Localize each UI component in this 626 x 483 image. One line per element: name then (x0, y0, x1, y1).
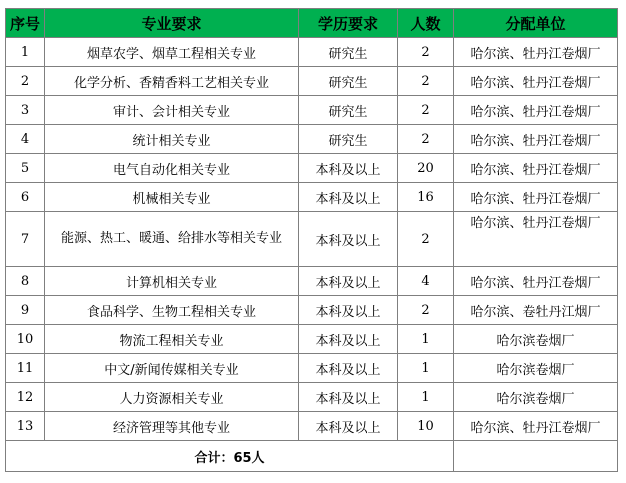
cell-major: 经济管理等其他专业 (45, 412, 299, 441)
table-row (6, 383, 618, 412)
cell-education: 本科及以上 (299, 212, 398, 267)
cell-unit: 哈尔滨、牡丹江卷烟厂 (454, 183, 618, 212)
cell-seq: 13 (6, 412, 45, 441)
cell-seq: 1 (6, 38, 45, 67)
cell-unit: 哈尔滨、牡丹江卷烟厂 (454, 38, 618, 67)
total-row (6, 441, 618, 472)
cell-major: 审计、会计相关专业 (45, 96, 299, 125)
cell-count: 20 (398, 154, 454, 183)
cell-count: 10 (398, 412, 454, 441)
table-row (6, 296, 618, 325)
cell-education: 本科及以上 (299, 383, 398, 412)
table-row (6, 125, 618, 154)
cell-unit: 哈尔滨卷烟厂 (454, 354, 618, 383)
header-major: 专业要求 (45, 9, 299, 38)
table-row (6, 154, 618, 183)
total-empty-cell (454, 441, 618, 472)
table-row (6, 354, 618, 383)
cell-major: 食品科学、生物工程相关专业 (45, 296, 299, 325)
cell-count: 2 (398, 38, 454, 67)
cell-seq: 5 (6, 154, 45, 183)
cell-count: 16 (398, 183, 454, 212)
cell-unit: 哈尔滨、牡丹江卷烟厂 (454, 267, 618, 296)
cell-major: 统计相关专业 (45, 125, 299, 154)
cell-education: 本科及以上 (299, 183, 398, 212)
table-row (6, 96, 618, 125)
cell-unit: 哈尔滨、牡丹江卷烟厂 (454, 412, 618, 441)
cell-major: 化学分析、香精香料工艺相关专业 (45, 67, 299, 96)
cell-unit: 哈尔滨、牡丹江卷烟厂 (454, 212, 618, 267)
cell-seq: 11 (6, 354, 45, 383)
cell-seq: 2 (6, 67, 45, 96)
cell-education: 研究生 (299, 67, 398, 96)
cell-seq: 6 (6, 183, 45, 212)
cell-major: 烟草农学、烟草工程相关专业 (45, 38, 299, 67)
header-education: 学历要求 (299, 9, 398, 38)
cell-major: 人力资源相关专业 (45, 383, 299, 412)
cell-education: 研究生 (299, 125, 398, 154)
recruitment-table (5, 8, 618, 472)
cell-education: 研究生 (299, 38, 398, 67)
cell-count: 2 (398, 67, 454, 96)
cell-unit: 哈尔滨、牡丹江卷烟厂 (454, 125, 618, 154)
cell-seq: 7 (6, 212, 45, 267)
cell-education: 研究生 (299, 96, 398, 125)
cell-seq: 4 (6, 125, 45, 154)
cell-education: 本科及以上 (299, 267, 398, 296)
table-row (6, 67, 618, 96)
total-cell: 合计：65人 (6, 441, 454, 472)
table-row (6, 183, 618, 212)
cell-education: 本科及以上 (299, 296, 398, 325)
cell-education: 本科及以上 (299, 325, 398, 354)
cell-unit: 哈尔滨卷烟厂 (454, 325, 618, 354)
cell-education: 本科及以上 (299, 412, 398, 441)
cell-seq: 3 (6, 96, 45, 125)
cell-seq: 9 (6, 296, 45, 325)
cell-unit: 哈尔滨、牡丹江卷烟厂 (454, 96, 618, 125)
cell-major: 物流工程相关专业 (45, 325, 299, 354)
cell-unit: 哈尔滨、牡丹江卷烟厂 (454, 154, 618, 183)
cell-count: 1 (398, 325, 454, 354)
cell-count: 2 (398, 212, 454, 267)
cell-count: 1 (398, 383, 454, 412)
table-row (6, 412, 618, 441)
header-unit: 分配单位 (454, 9, 618, 38)
cell-count: 2 (398, 296, 454, 325)
cell-unit: 哈尔滨、牡丹江卷烟厂 (454, 67, 618, 96)
table-row (6, 267, 618, 296)
cell-seq: 8 (6, 267, 45, 296)
cell-seq: 10 (6, 325, 45, 354)
cell-count: 4 (398, 267, 454, 296)
cell-count: 1 (398, 354, 454, 383)
cell-major: 机械相关专业 (45, 183, 299, 212)
table-row (6, 38, 618, 67)
cell-education: 本科及以上 (299, 354, 398, 383)
cell-major: 计算机相关专业 (45, 267, 299, 296)
header-row (6, 9, 618, 38)
cell-seq: 12 (6, 383, 45, 412)
cell-major: 中文/新闻传媒相关专业 (45, 354, 299, 383)
cell-major: 能源、热工、暖通、给排水等相关专业 (45, 212, 299, 267)
cell-count: 2 (398, 96, 454, 125)
header-seq: 序号 (6, 9, 45, 38)
cell-major: 电气自动化相关专业 (45, 154, 299, 183)
cell-count: 2 (398, 125, 454, 154)
header-count: 人数 (398, 9, 454, 38)
cell-unit: 哈尔滨卷烟厂 (454, 383, 618, 412)
cell-education: 本科及以上 (299, 154, 398, 183)
table-row (6, 212, 618, 267)
cell-unit: 哈尔滨、卷牡丹江烟厂 (454, 296, 618, 325)
table-row (6, 325, 618, 354)
